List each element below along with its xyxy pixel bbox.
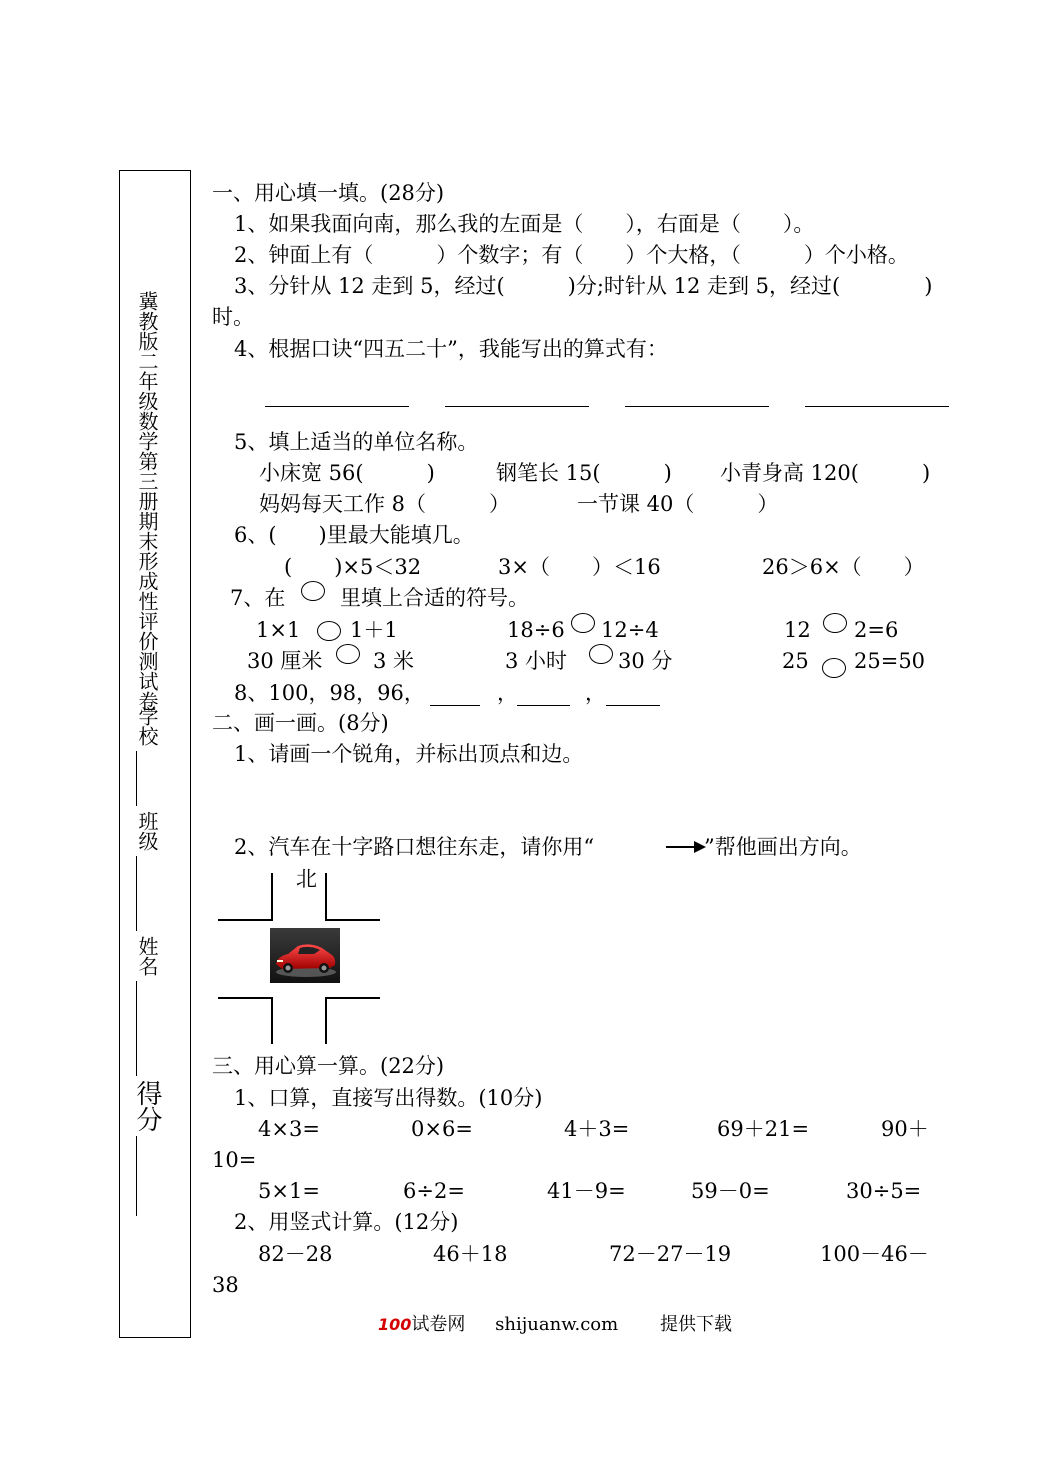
q1-5-bed: 小床宽 56( )	[259, 461, 435, 485]
red-car-image	[270, 928, 340, 983]
compare-circle[interactable]	[822, 658, 846, 678]
class-blank	[136, 856, 137, 931]
q1-3-wrap: 时。	[212, 305, 254, 329]
answer-line	[805, 406, 949, 407]
q1-5-class: 一节课 40（ ）	[577, 492, 779, 516]
q1-7-r2b-right: 30 分	[618, 649, 673, 673]
oral-calc: 4＋3=	[564, 1117, 630, 1141]
oral-calc: 30÷5=	[846, 1179, 922, 1203]
exam-title: 冀教版二年级数学第三册期末形成性评价测试卷	[135, 291, 159, 711]
q1-2: 2、钟面上有（ ）个数字；有（ ）个大格，（ ）个小格。	[234, 243, 909, 267]
oral-calc: 6÷2=	[403, 1179, 465, 1203]
q1-7-r1b-left: 18÷6	[507, 618, 565, 642]
north-label: 北	[296, 867, 317, 891]
oral-calc: 59－0=	[691, 1179, 770, 1203]
q1-5-pen: 钢笔长 15( )	[496, 461, 672, 485]
vertical-calc: 100－46－	[820, 1242, 929, 1266]
q1-8: 8、100，98，96，	[234, 681, 425, 705]
q1-5: 5、填上适当的单位名称。	[234, 430, 479, 454]
q3-1: 1、口算，直接写出得数。(10分)	[234, 1086, 543, 1110]
q1-6-a: ( )×5＜32	[284, 555, 422, 579]
q1-1: 1、如果我面向南，那么我的左面是（ ），右面是（ ）。	[234, 212, 815, 236]
compare-circle[interactable]	[589, 644, 613, 664]
compare-circle[interactable]	[336, 644, 360, 664]
answer-line	[517, 705, 570, 706]
school-blank	[136, 751, 137, 806]
site-logo: 100	[378, 1315, 412, 1334]
q1-7-r2a-right: 3 米	[373, 649, 415, 673]
q1-6-c: 26＞6×（ ）	[762, 555, 925, 579]
name-blank	[136, 981, 137, 1076]
answer-line	[265, 406, 409, 407]
score-label: 得分	[132, 1080, 162, 1132]
section-1-heading: 一、用心填一填。(28分)	[212, 181, 445, 205]
q1-7-r2b-left: 3 小时	[505, 649, 568, 673]
footer	[378, 1310, 732, 1336]
road-line	[271, 873, 273, 920]
q2-2-pre: 2、汽车在十字路口想往东走，请你用“	[234, 835, 595, 859]
vertical-calc: 72－27－19	[609, 1242, 732, 1266]
vertical-calc: 82－28	[258, 1242, 333, 1266]
oral-calc: 5×1=	[258, 1179, 320, 1203]
q1-7-r1c-right: 2=6	[854, 618, 899, 642]
q1-7-r1c-left: 12	[784, 618, 811, 642]
section-3-heading: 三、用心算一算。(22分)	[212, 1054, 445, 1078]
score-blank	[136, 1136, 137, 1216]
q3-2: 2、用竖式计算。(12分)	[234, 1210, 459, 1234]
q1-7-post: 里填上合适的符号。	[340, 586, 529, 610]
q1-6: 6、( )里最大能填几。	[234, 523, 474, 547]
q1-7-r1a-right: 1＋1	[350, 618, 398, 642]
road-line	[218, 997, 273, 999]
vertical-calc: 46＋18	[433, 1242, 508, 1266]
oral-calc: 41－9=	[547, 1179, 626, 1203]
section-2-heading: 二、画一画。(8分)	[212, 711, 389, 735]
road-line	[325, 997, 380, 999]
arrow-right-icon	[664, 834, 708, 860]
comma: ，	[497, 681, 518, 705]
school-label: 学校	[135, 706, 159, 746]
circle-symbol-icon	[301, 581, 325, 601]
q1-6-b: 3×（ ）＜16	[498, 555, 661, 579]
q1-7-r2c-right: 25=50	[854, 649, 926, 673]
q1-4: 4、根据口诀“四五二十”，我能写出的算式有：	[234, 337, 668, 361]
q1-5-height: 小青身高 120( )	[720, 461, 931, 485]
footer-brand: 试卷网	[411, 1314, 466, 1335]
oral-calc: 0×6=	[411, 1117, 473, 1141]
answer-line	[445, 406, 589, 407]
oral-calc-wrap: 10=	[212, 1148, 257, 1172]
q1-7-r1a-left: 1×1	[256, 618, 301, 642]
compare-circle[interactable]	[823, 613, 847, 633]
q1-3: 3、分针从 12 走到 5，经过( )分;时针从 12 走到 5，经过( )	[234, 274, 933, 298]
comma: ，	[585, 681, 606, 705]
q1-7-r1b-right: 12÷4	[601, 618, 659, 642]
q2-2-post: ”帮他画出方向。	[704, 835, 862, 859]
footer-tail: 提供下载	[659, 1314, 732, 1335]
answer-line	[625, 406, 769, 407]
q1-7-r2a-left: 30 厘米	[247, 649, 323, 673]
binding-margin	[119, 170, 191, 1338]
q1-5-work: 妈妈每天工作 8（ ）	[259, 492, 511, 516]
road-line	[325, 873, 327, 920]
answer-line	[430, 705, 480, 706]
oral-calc: 4×3=	[258, 1117, 320, 1141]
oral-calc: 69＋21=	[717, 1117, 810, 1141]
q2-1: 1、请画一个锐角，并标出顶点和边。	[234, 742, 584, 766]
vertical-calc-wrap: 38	[212, 1273, 239, 1297]
footer-site[interactable]: shijuanw.com	[495, 1314, 619, 1335]
q1-7-pre: 7、在	[230, 586, 286, 610]
road-line	[325, 997, 327, 1044]
q1-7-r2c-left: 25	[782, 649, 809, 673]
oral-calc: 90＋	[881, 1117, 929, 1141]
class-label: 班级	[135, 811, 159, 851]
name-label: 姓名	[135, 936, 159, 976]
road-line	[325, 919, 380, 921]
road-line	[218, 919, 273, 921]
road-line	[271, 997, 273, 1044]
compare-circle[interactable]	[571, 613, 595, 633]
compare-circle[interactable]	[317, 621, 341, 641]
answer-line	[606, 705, 660, 706]
